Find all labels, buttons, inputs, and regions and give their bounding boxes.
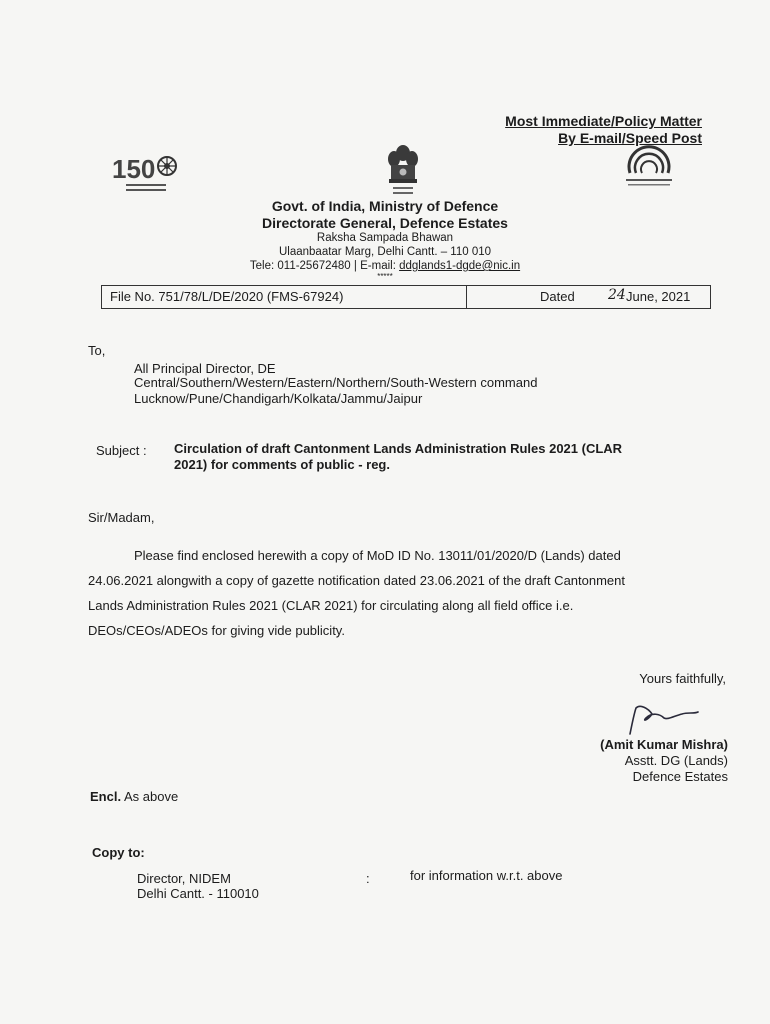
- date-month-year: June, 2021: [626, 289, 691, 304]
- closing-text: Yours faithfully,: [639, 671, 726, 686]
- subject-line-1: Circulation of draft Cantonment Lands Administration Rules 2021 (CLAR: [174, 441, 623, 456]
- file-reference-box: [101, 285, 711, 309]
- defence-estates-logo-icon: [618, 143, 680, 193]
- body-line-3: Lands Administration Rules 2021 (CLAR 2021) for circulating along all field office i.e.: [88, 598, 574, 613]
- signatory-org: Defence Estates: [632, 769, 728, 784]
- body-line-4: DEOs/CEOs/ADEOs for giving vide publicity.: [88, 623, 345, 638]
- dated-label: Dated: [540, 289, 575, 304]
- copy-to-separator: :: [366, 871, 370, 886]
- email-link[interactable]: ddglands1-dgde@nic.in: [399, 260, 521, 272]
- priority-line-2: By E-mail/Speed Post: [558, 130, 702, 146]
- letterhead-stars: *****: [377, 272, 393, 281]
- letterhead-directorate: Directorate General, Defence Estates: [262, 215, 508, 231]
- signature-image: [622, 700, 702, 736]
- letterhead-ministry: Govt. of India, Ministry of Defence: [271, 198, 499, 214]
- body-paragraph: [88, 543, 728, 643]
- priority-line-1: Most Immediate/Policy Matter: [505, 113, 702, 129]
- copy-to-line-2: Delhi Cantt. - 110010: [137, 886, 259, 901]
- phone-text: Tele: 011-25672480: [249, 260, 351, 272]
- subject-label: Subject :: [96, 443, 147, 458]
- enclosure-line: [90, 788, 178, 806]
- enclosure-value: As above: [123, 789, 179, 804]
- state-emblem-icon: [385, 143, 421, 197]
- subject-line-2: 2021) for comments of public - reg.: [174, 457, 390, 472]
- salutation: Sir/Madam,: [88, 510, 155, 525]
- letterhead-address: Ulaanbaatar Marg, Delhi Cantt. – 110 010: [278, 246, 492, 258]
- file-number: File No. 751/78/L/DE/2020 (FMS-67924): [110, 289, 344, 304]
- gandhi-150-years-logo-icon: [110, 150, 180, 196]
- copy-to-purpose: for information w.r.t. above: [410, 868, 563, 883]
- enclosure-label: Encl.: [90, 789, 122, 804]
- file-box-divider: [466, 286, 467, 308]
- signatory-designation: Asstt. DG (Lands): [624, 753, 728, 768]
- letterhead-building: Raksha Sampada Bhawan: [316, 232, 454, 244]
- contact-separator: |: [353, 260, 361, 272]
- addressee-line-3: Lucknow/Pune/Chandigarh/Kolkata/Jammu/Jaipur: [134, 391, 423, 406]
- body-line-2: 24.06.2021 alongwith a copy of gazette notification dated 23.06.2021 of the draft Cantonment: [88, 573, 625, 588]
- svg-text:150: 150: [112, 154, 156, 184]
- signatory-name: (Amit Kumar Mishra): [600, 737, 728, 752]
- to-label: To,: [88, 343, 106, 358]
- date-handwritten-day: 24: [608, 287, 626, 303]
- addressee-line-2: Central/Southern/Western/Eastern/Northern/South-Western command: [134, 375, 538, 390]
- body-line-1: Please find enclosed herewith a copy of MoD ID No. 13011/01/2020/D (Lands) dated: [134, 548, 621, 563]
- email-label: E-mail:: [360, 260, 396, 272]
- addressee-line-1: All Principal Director, DE: [134, 361, 276, 376]
- letterhead-contact: [0, 260, 770, 272]
- copy-to-label: Copy to:: [92, 845, 145, 860]
- copy-to-line-1: Director, NIDEM: [137, 871, 231, 886]
